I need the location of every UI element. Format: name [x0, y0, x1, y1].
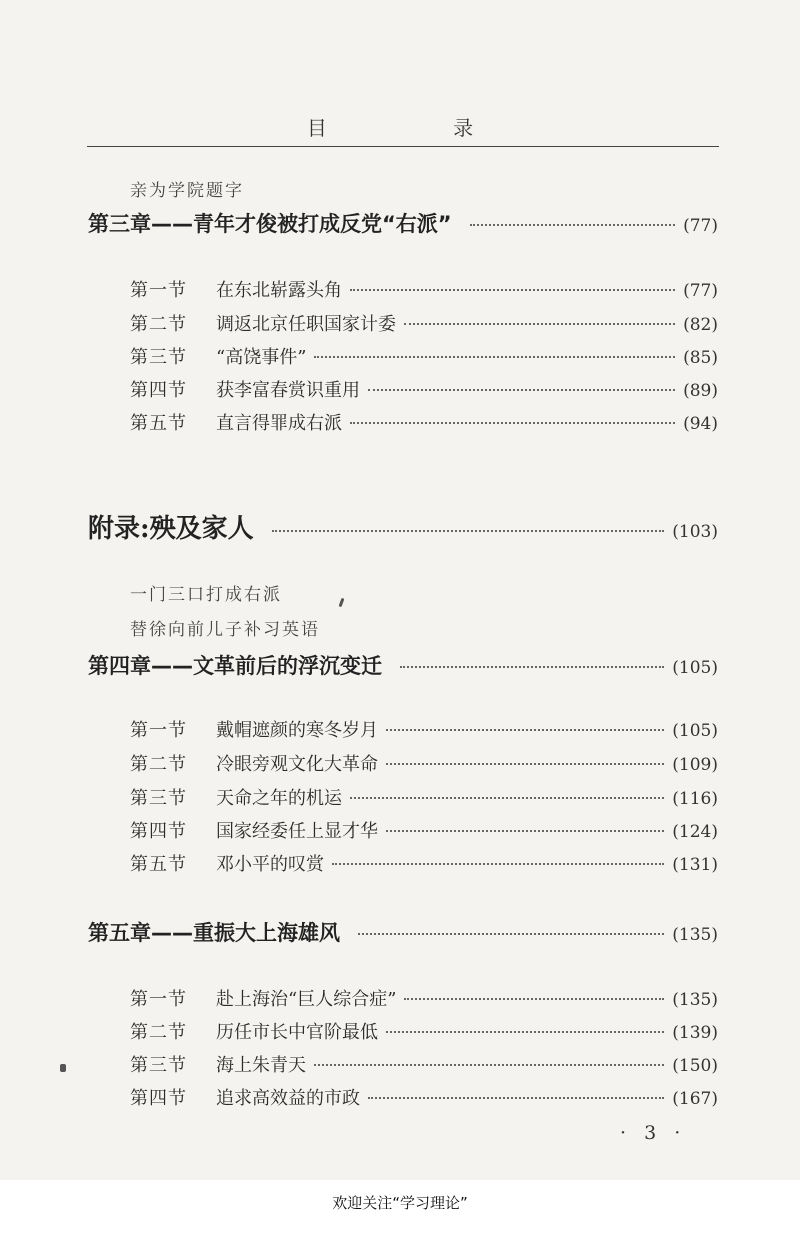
header-rule [87, 146, 719, 147]
page-number: (103) [672, 522, 718, 542]
section-title: 邓小平的叹赏 [216, 854, 324, 875]
section-number: 第一节 [130, 280, 187, 301]
toc-chapter-3[interactable] [88, 208, 718, 238]
page-number: (89) [683, 381, 718, 401]
footer-caption: 欢迎关注“学习理论” [332, 1194, 468, 1212]
toc-section[interactable] [130, 276, 718, 302]
page-number: (167) [672, 1089, 718, 1109]
section-number: 第二节 [130, 1022, 187, 1043]
section-title: 追求高效益的市政 [216, 1088, 360, 1109]
section-number: 第一节 [130, 989, 187, 1010]
page-number: (139) [672, 1023, 718, 1043]
dot-leader [350, 797, 664, 799]
dot-leader [368, 1097, 664, 1099]
toc-appendix[interactable] [88, 508, 718, 545]
toc-section[interactable] [130, 1084, 718, 1110]
toc-section[interactable] [130, 850, 718, 876]
page-number: (94) [683, 414, 718, 434]
note-line: 替徐向前儿子补习英语 [130, 620, 320, 640]
section-title: 获李富春赏识重用 [216, 380, 360, 401]
section-title: 在东北崭露头角 [216, 280, 342, 301]
section-title: 冷眼旁观文化大革命 [216, 754, 378, 775]
section-title: 历任市长中官阶最低 [216, 1022, 378, 1043]
page-number: (135) [672, 990, 718, 1010]
dot-leader [350, 289, 675, 291]
section-number: 第五节 [130, 854, 187, 875]
section-title: 国家经委任上显才华 [216, 821, 378, 842]
dot-leader [386, 763, 664, 765]
page-number: (135) [672, 925, 718, 945]
dot-leader [350, 422, 675, 424]
section-number: 第四节 [130, 1088, 187, 1109]
page-number: (77) [683, 216, 718, 236]
toc-section[interactable] [130, 376, 718, 402]
section-number: 第一节 [130, 720, 187, 741]
page-number: (105) [672, 658, 718, 678]
dot-leader [386, 1031, 664, 1033]
toc-section[interactable] [130, 310, 718, 336]
page-number: (124) [672, 822, 718, 842]
section-title: 直言得罪成右派 [216, 413, 342, 434]
section-number: 第四节 [130, 821, 187, 842]
page-number: (116) [672, 789, 718, 809]
section-number: 第三节 [130, 788, 187, 809]
page-number: (150) [672, 1056, 718, 1076]
page-number: (82) [683, 315, 718, 335]
toc-section[interactable] [130, 1051, 718, 1077]
toc-section[interactable] [130, 409, 718, 435]
toc-section[interactable] [130, 750, 718, 776]
section-number: 第三节 [130, 347, 187, 368]
section-title: “高饶事件” [216, 347, 307, 368]
section-title: 天命之年的机运 [216, 788, 342, 809]
dot-leader [404, 323, 675, 325]
dot-leader [404, 998, 664, 1000]
section-number: 第三节 [130, 1055, 187, 1076]
chapter-title: 第四章——文革前后的浮沉变迁 [88, 654, 382, 678]
section-title: 海上朱青天 [216, 1055, 306, 1076]
section-title: 调返北京任职国家计委 [216, 314, 396, 335]
dot-leader [358, 933, 664, 935]
toc-section[interactable] [130, 716, 718, 742]
section-title: 赴上海治“巨人综合症” [216, 989, 397, 1010]
page-number: (77) [683, 281, 718, 301]
toc-chapter-4[interactable] [88, 650, 718, 680]
page-number: (109) [672, 755, 718, 775]
page-number: (105) [672, 721, 718, 741]
dot-leader [386, 729, 664, 731]
chapter-title: 第五章——重振大上海雄风 [88, 921, 340, 945]
dot-leader [386, 830, 664, 832]
dot-leader [400, 666, 664, 668]
page-title: 目 录 [306, 116, 534, 140]
dot-leader [314, 356, 675, 358]
note-line: 一门三口打成右派 [130, 585, 282, 605]
toc-chapter-5[interactable] [88, 917, 718, 947]
toc-section[interactable] [130, 985, 718, 1011]
note-line: 亲为学院题字 [130, 181, 244, 201]
section-title: 戴帽遮颜的寒冬岁月 [216, 720, 378, 741]
dot-leader [332, 863, 664, 865]
dot-leader [368, 389, 675, 391]
appendix-title: 附录:殃及家人 [88, 514, 254, 544]
section-number: 第四节 [130, 380, 187, 401]
dot-leader [470, 224, 675, 226]
toc-section[interactable] [130, 343, 718, 369]
scan-speck [339, 598, 345, 607]
dot-leader [314, 1064, 664, 1066]
dot-leader [272, 530, 665, 532]
toc-section[interactable] [130, 1018, 718, 1044]
toc-section[interactable] [130, 784, 718, 810]
page-folio: · 3 · [620, 1122, 687, 1144]
chapter-title: 第三章——青年才俊被打成反党“右派” [88, 212, 452, 236]
page-number: (85) [683, 348, 718, 368]
section-number: 第二节 [130, 754, 187, 775]
page-number: (131) [672, 855, 718, 875]
scan-speck [60, 1064, 66, 1072]
section-number: 第二节 [130, 314, 187, 335]
toc-section[interactable] [130, 817, 718, 843]
section-number: 第五节 [130, 413, 187, 434]
